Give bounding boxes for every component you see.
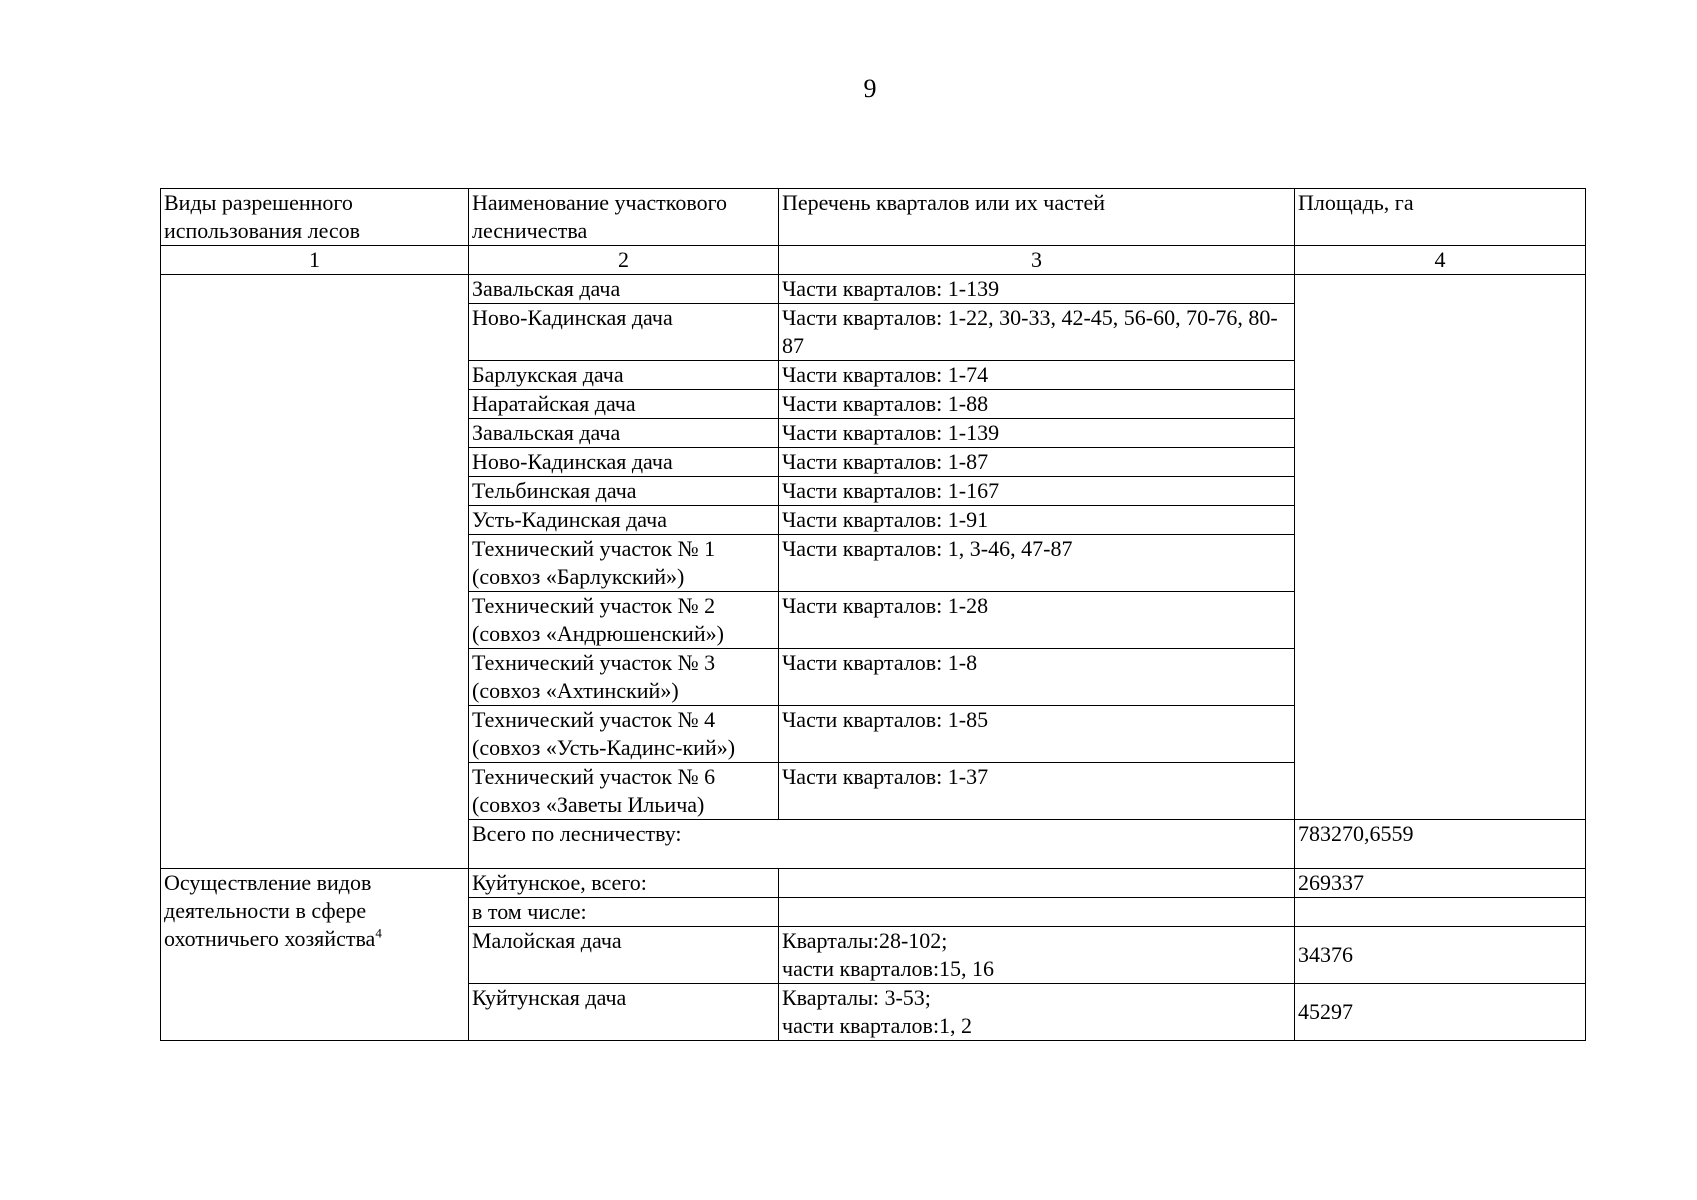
forestry-name-cell: Технический участок № 1 (совхоз «Барлукский») (469, 535, 779, 592)
forestry-name-cell: Ново-Кадинская дача (469, 304, 779, 361)
quarters-line: Кварталы:28-102; (782, 928, 948, 953)
use-type-cell (161, 869, 469, 1041)
quarters-cell: Части кварталов: 1-91 (779, 506, 1295, 535)
forestry-name-cell: Завальская дача (469, 275, 779, 304)
column-number-row (161, 246, 1586, 275)
quarters-line: части кварталов:15, 16 (782, 956, 995, 981)
area-cell-empty (1295, 275, 1586, 820)
use-type-cell-empty (161, 275, 469, 869)
header-area: Площадь, га (1295, 189, 1586, 246)
quarters-cell: Части кварталов: 1-87 (779, 448, 1295, 477)
table-header-row (161, 189, 1586, 246)
area-cell: 45297 (1295, 984, 1586, 1041)
header-forestry-name: Наименование участкового лесничества (469, 189, 779, 246)
table-row (161, 869, 1586, 898)
area-cell (1295, 898, 1586, 927)
quarters-cell (779, 869, 1295, 898)
forestry-name-cell: Барлукская дача (469, 361, 779, 390)
column-number: 1 (161, 246, 469, 275)
quarters-cell (779, 927, 1295, 984)
quarters-cell: Части кварталов: 1, 3-46, 47-87 (779, 535, 1295, 592)
header-quarters-list: Перечень кварталов или их частей (779, 189, 1295, 246)
forestry-name-cell: Наратайская дача (469, 390, 779, 419)
total-label: Всего по лесничеству: (469, 820, 1295, 869)
header-use-type: Виды разрешенного использования лесов (161, 189, 469, 246)
use-type-text: Осуществление видов деятельности в сфере охотничьего хозяйства (164, 870, 376, 951)
quarters-cell: Части кварталов: 1-28 (779, 592, 1295, 649)
forestry-name-cell: Куйтунская дача (469, 984, 779, 1041)
forestry-name-cell: Технический участок № 2 (совхоз «Андрюшенский») (469, 592, 779, 649)
column-number: 2 (469, 246, 779, 275)
column-number: 3 (779, 246, 1295, 275)
quarters-cell (779, 898, 1295, 927)
forest-use-table (160, 188, 1586, 1041)
area-cell: 34376 (1295, 927, 1586, 984)
area-cell: 269337 (1295, 869, 1586, 898)
forestry-name-cell: Технический участок № 4 (совхоз «Усть-Кадинс-кий») (469, 706, 779, 763)
forestry-name-cell: Ново-Кадинская дача (469, 448, 779, 477)
quarters-cell: Части кварталов: 1-37 (779, 763, 1295, 820)
quarters-cell: Части кварталов: 1-167 (779, 477, 1295, 506)
quarters-cell: Части кварталов: 1-139 (779, 275, 1295, 304)
forestry-name-cell: Завальская дача (469, 419, 779, 448)
quarters-cell (779, 984, 1295, 1041)
quarters-cell: Части кварталов: 1-85 (779, 706, 1295, 763)
forestry-name-cell: Тельбинская дача (469, 477, 779, 506)
quarters-line: Кварталы: 3-53; (782, 985, 931, 1010)
page-number: 9 (863, 74, 877, 103)
table-row (161, 275, 1586, 304)
quarters-cell: Части кварталов: 1-88 (779, 390, 1295, 419)
quarters-line: части кварталов:1, 2 (782, 1013, 973, 1038)
forestry-name-cell: Малойская дача (469, 927, 779, 984)
total-area: 783270,6559 (1295, 820, 1586, 869)
quarters-cell: Части кварталов: 1-74 (779, 361, 1295, 390)
column-number: 4 (1295, 246, 1586, 275)
quarters-cell: Части кварталов: 1-22, 30-33, 42-45, 56-60, 70-76, 80-87 (779, 304, 1295, 361)
forestry-name-cell: Технический участок № 6 (совхоз «Заветы Ильича) (469, 763, 779, 820)
forestry-name-cell: Усть-Кадинская дача (469, 506, 779, 535)
footnote-mark: 4 (375, 925, 382, 941)
forestry-name-cell: в том числе: (469, 898, 779, 927)
quarters-cell: Части кварталов: 1-139 (779, 419, 1295, 448)
forestry-name-cell: Куйтунское, всего: (469, 869, 779, 898)
quarters-cell: Части кварталов: 1-8 (779, 649, 1295, 706)
forestry-name-cell: Технический участок № 3 (совхоз «Ахтинский») (469, 649, 779, 706)
